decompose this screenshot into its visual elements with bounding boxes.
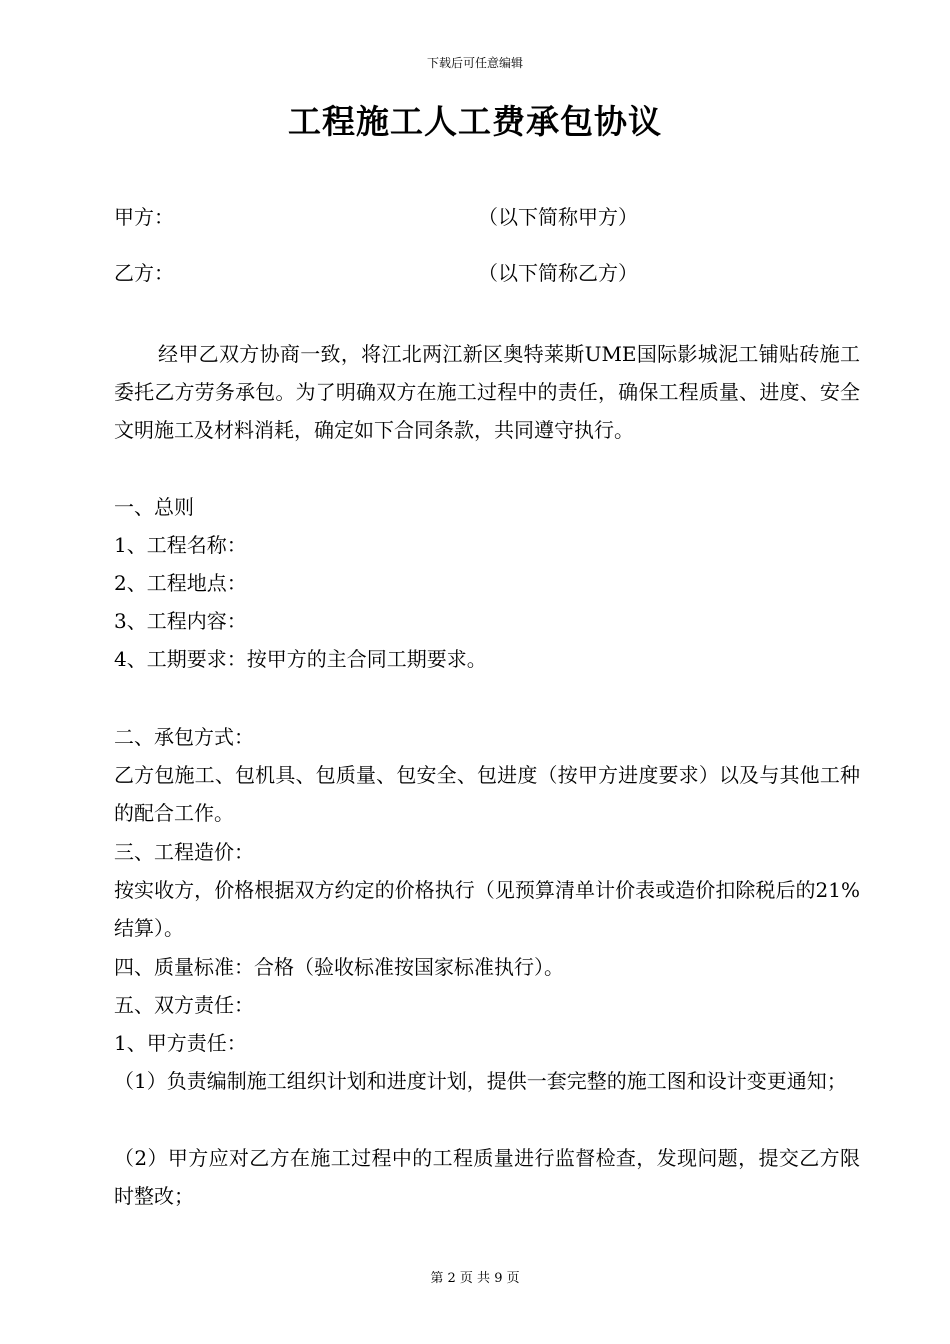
party-a-note: （以下简称甲方） [478,205,638,229]
section-3-body: 按实收方，价格根据双方约定的价格执行（见预算清单计价表或造价扣除税后的21%结算）。 [114,878,860,940]
section-1-item-2: 2、工程地点： [114,571,247,595]
section-5-sub-1: 1、甲方责任： [114,1031,247,1055]
section-2-body: 乙方包施工、包机具、包质量、包安全、包进度（按甲方进度要求）以及与其他工种的配合工作。 [114,763,860,825]
page-indicator: 第 2 页 共 9 页 [430,1271,520,1286]
party-b-label: 乙方： [114,261,174,285]
page-header-note: 下载后可任意编辑 [426,56,523,70]
party-b-note: （以下简称乙方） [478,261,638,285]
section-4-line: 四、质量标准：合格（验收标准按国家标准执行）。 [114,955,564,979]
section-5-item-1: （1）负责编制施工组织计划和进度计划，提供一套完整的施工图和设计变更通知； [114,1069,847,1093]
section-1-item-1: 1、工程名称： [114,533,247,557]
section-2-heading: 二、承包方式： [114,725,254,749]
section-1-item-3: 3、工程内容： [114,609,247,633]
section-3-heading: 三、工程造价： [114,840,254,864]
section-1-heading: 一、总则 [114,495,194,519]
section-5-item-2: （2）甲方应对乙方在施工过程中的工程质量进行监督检查，发现问题，提交乙方限时整改； [114,1146,860,1208]
document-title: 工程施工人工费承包协议 [288,102,662,141]
party-a-label: 甲方： [114,205,174,229]
section-5-heading: 五、双方责任： [114,993,254,1017]
intro-paragraph: 经甲乙双方协商一致，将江北两江新区奥特莱斯UME国际影城泥工铺贴砖施工委托乙方劳务承包。为了明确双方在施工过程中的责任，确保工程质量、进度、安全文明施工及材料消耗，确定如下合同条款，共同遵守执行。 [114,342,860,442]
section-1-item-4: 4、工期要求：按甲方的主合同工期要求。 [114,647,487,671]
